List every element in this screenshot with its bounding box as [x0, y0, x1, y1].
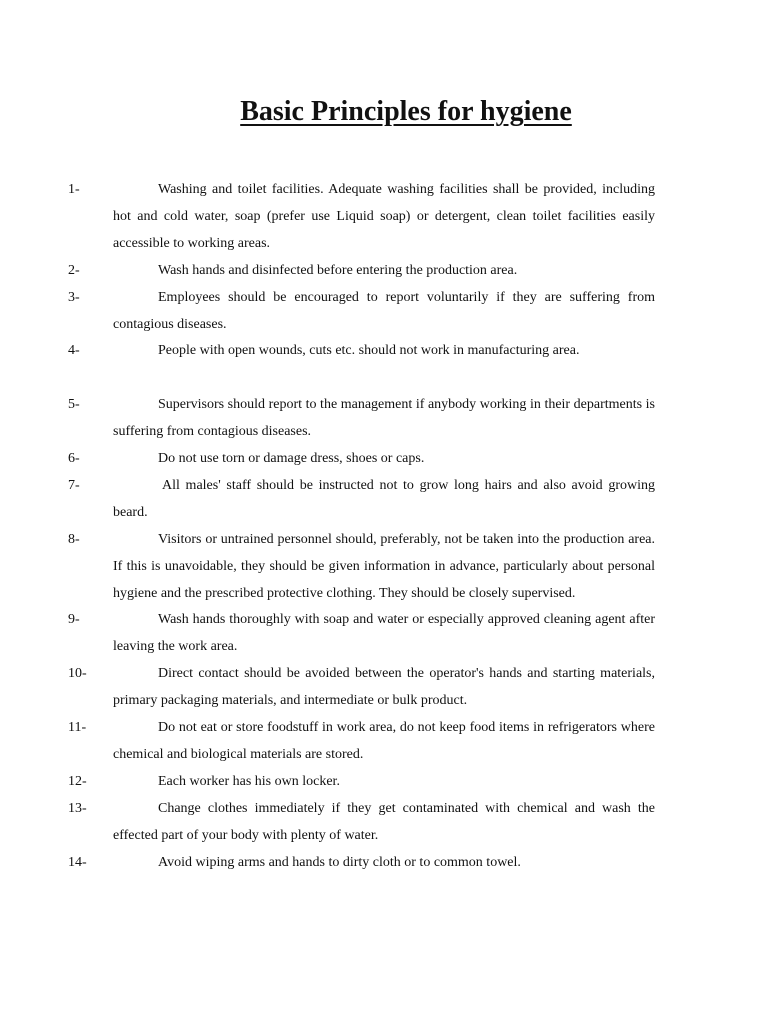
list-item [68, 177, 655, 258]
list-item-number: 5- [68, 397, 80, 413]
list-item [68, 473, 655, 527]
list-item-number: 3- [68, 289, 80, 305]
list-item [68, 258, 655, 285]
list-item-text: Washing and toilet facilities. Adequate washing facilities shall be provided, including hot and cold water, soap (prefer use Liquid soap) or detergent, clean toilet facilities easily accessible to working areas. [113, 182, 655, 251]
list-item-text: Direct contact should be avoided between the operator's hands and starting materials, primary packaging materials, and intermediate or bulk product. [113, 666, 655, 709]
list-item-text: Do not eat or store foodstuff in work area, do not keep food items in refrigerators where chemical and biological materials are stored. [113, 720, 655, 763]
list-item-text: Employees should be encouraged to report voluntarily if they are suffering from contagious diseases. [113, 289, 655, 332]
list-item [68, 769, 655, 796]
list-item-number: 8- [68, 531, 80, 547]
list-item-number: 2- [68, 262, 80, 278]
list-item-text: Wash hands and disinfected before entering the production area. [158, 262, 518, 278]
list-item [68, 392, 655, 446]
list-item-number: 14- [68, 854, 87, 870]
list-item-number: 9- [68, 612, 80, 628]
list-item-text: People with open wounds, cuts etc. should not work in manufacturing area. [158, 343, 580, 359]
list-item [68, 446, 655, 473]
list-item-number: 4- [68, 343, 80, 359]
list-item-text: Change clothes immediately if they get contaminated with chemical and wash the effected part of your body with plenty of water. [113, 800, 655, 843]
list-item-text: Wash hands thoroughly with soap and water or especially approved cleaning agent after leaving the work area. [113, 612, 655, 655]
list-item-number: 12- [68, 773, 87, 789]
list-item-text: All males' staff should be instructed not to grow long hairs and also avoid growing beard. [113, 477, 655, 520]
hygiene-principles-list [68, 177, 655, 877]
list-item-number: 10- [68, 666, 87, 682]
list-item [68, 715, 655, 769]
list-item-number: 1- [68, 182, 80, 197]
list-item-text: Supervisors should report to the management if anybody working in their departments is suffering from contagious diseases. [113, 397, 655, 440]
list-item-text: Visitors or untrained personnel should, preferably, not be taken into the production area. If this is unavoidable, they should be given information in advance, particularly about personal hygiene and the prescribed protective clothing. They should be closely supervised. [113, 531, 655, 601]
list-item-number: 13- [68, 800, 87, 816]
list-item-number: 7- [68, 477, 80, 493]
list-item [68, 285, 655, 339]
list-item [68, 527, 655, 608]
list-item [68, 607, 655, 661]
list-item [68, 661, 655, 715]
list-item-text: Do not use torn or damage dress, shoes or caps. [158, 451, 425, 467]
list-item-text: Each worker has his own locker. [158, 773, 340, 789]
list-item [68, 338, 655, 365]
list-item [68, 796, 655, 850]
list-item-number: 6- [68, 451, 80, 467]
document-title: Basic Principles for hygiene [240, 96, 572, 127]
list-item-text: Avoid wiping arms and hands to dirty cloth or to common towel. [158, 854, 521, 870]
list-item [68, 850, 655, 877]
list-item-number: 11- [68, 720, 87, 736]
